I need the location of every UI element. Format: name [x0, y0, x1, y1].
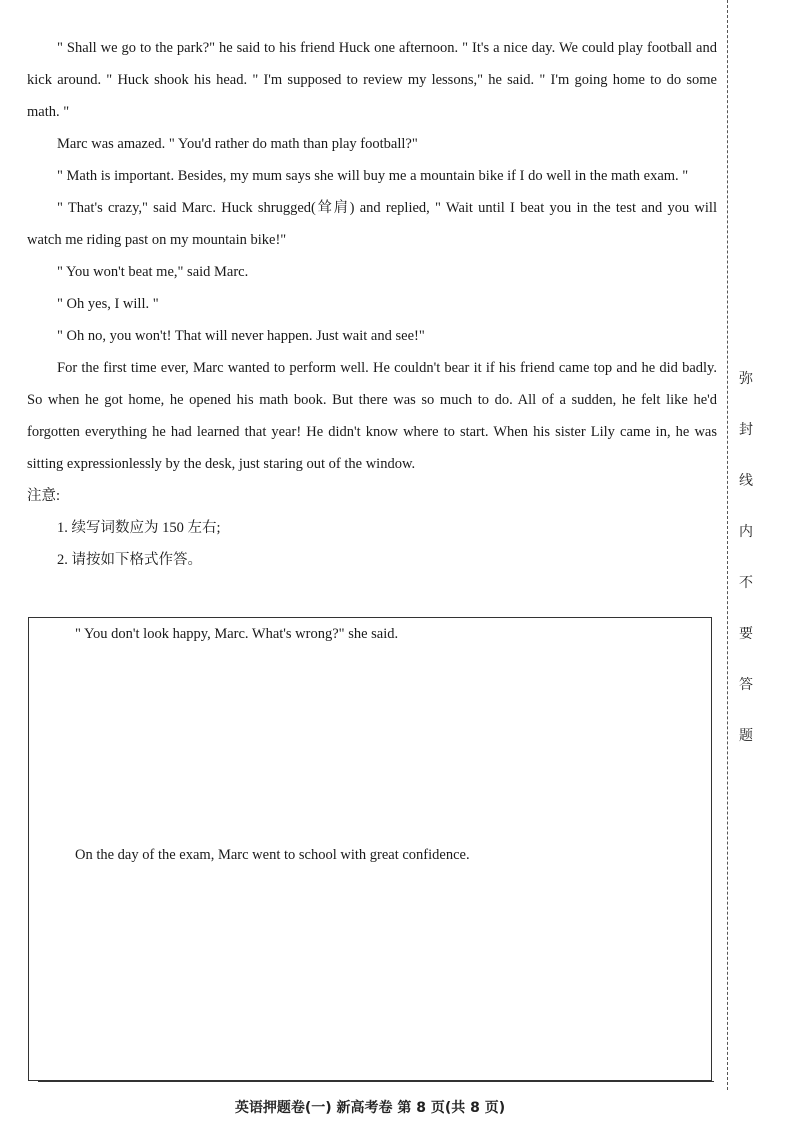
answer-box[interactable]	[28, 617, 712, 1081]
seal-char: 弥	[739, 371, 753, 387]
notes-item: 1. 续写词数应为 150 左右;	[57, 520, 221, 536]
seal-char: 不	[739, 575, 753, 591]
seal-char: 要	[739, 626, 753, 642]
notes-heading: 注意:	[27, 488, 61, 504]
seal-margin-text	[735, 372, 757, 780]
answer-second-paragraph-line: On the day of the exam, Marc went to school with great confidence.	[75, 847, 470, 863]
seal-dashed-line	[727, 0, 728, 1090]
seal-char: 答	[739, 677, 753, 693]
story-paragraph: " Oh no, you won't! That will never happen. Just wait and see!"	[57, 328, 425, 344]
scan-mark	[28, 798, 29, 804]
scan-mark	[28, 727, 29, 763]
page-footer: 英语押题卷(一) 新高考卷 第 8 页(共 8 页)	[234, 1100, 506, 1116]
bottom-rule	[38, 1081, 714, 1082]
notes-item: 2. 请按如下格式作答。	[57, 552, 202, 568]
story-paragraph: " That's crazy," said Marc. Huck shrugged(耸肩) and replied, " Wait until I beat you in the test and you will watch me riding past on my mountain bike!"	[27, 200, 717, 248]
story-paragraph: Marc was amazed. " You'd rather do math than play football?"	[57, 136, 418, 152]
scan-mark	[28, 783, 29, 789]
story-paragraph: " Oh yes, I will. "	[57, 296, 159, 312]
story-paragraph: " Shall we go to the park?" he said to his friend Huck one afternoon. " It's a nice day. We could play football and kick around. " Huck shook his head. " I'm supposed to review my lessons," he said. " I'm going home to do some math. "	[27, 40, 717, 120]
seal-char: 封	[739, 422, 753, 438]
seal-char: 线	[739, 473, 753, 489]
story-paragraph: " You won't beat me," said Marc.	[57, 264, 249, 280]
seal-char: 题	[739, 728, 753, 744]
story-passage	[27, 32, 717, 576]
answer-opening-line: " You don't look happy, Marc. What's wrong?" she said.	[75, 626, 399, 642]
story-paragraph: For the first time ever, Marc wanted to perform well. He couldn't bear it if his friend came top and he did badly. So when he got home, he opened his math book. But there was so much to do. All of a sudden, he felt like he'd forgotten everything he had learned that year! He didn't know where to start. When his sister Lily came in, he was sitting expressionlessly by the desk, just staring out of the window.	[27, 360, 717, 472]
seal-char: 内	[739, 524, 753, 540]
story-paragraph: " Math is important. Besides, my mum says she will buy me a mountain bike if I do well in the math exam. "	[57, 168, 689, 184]
